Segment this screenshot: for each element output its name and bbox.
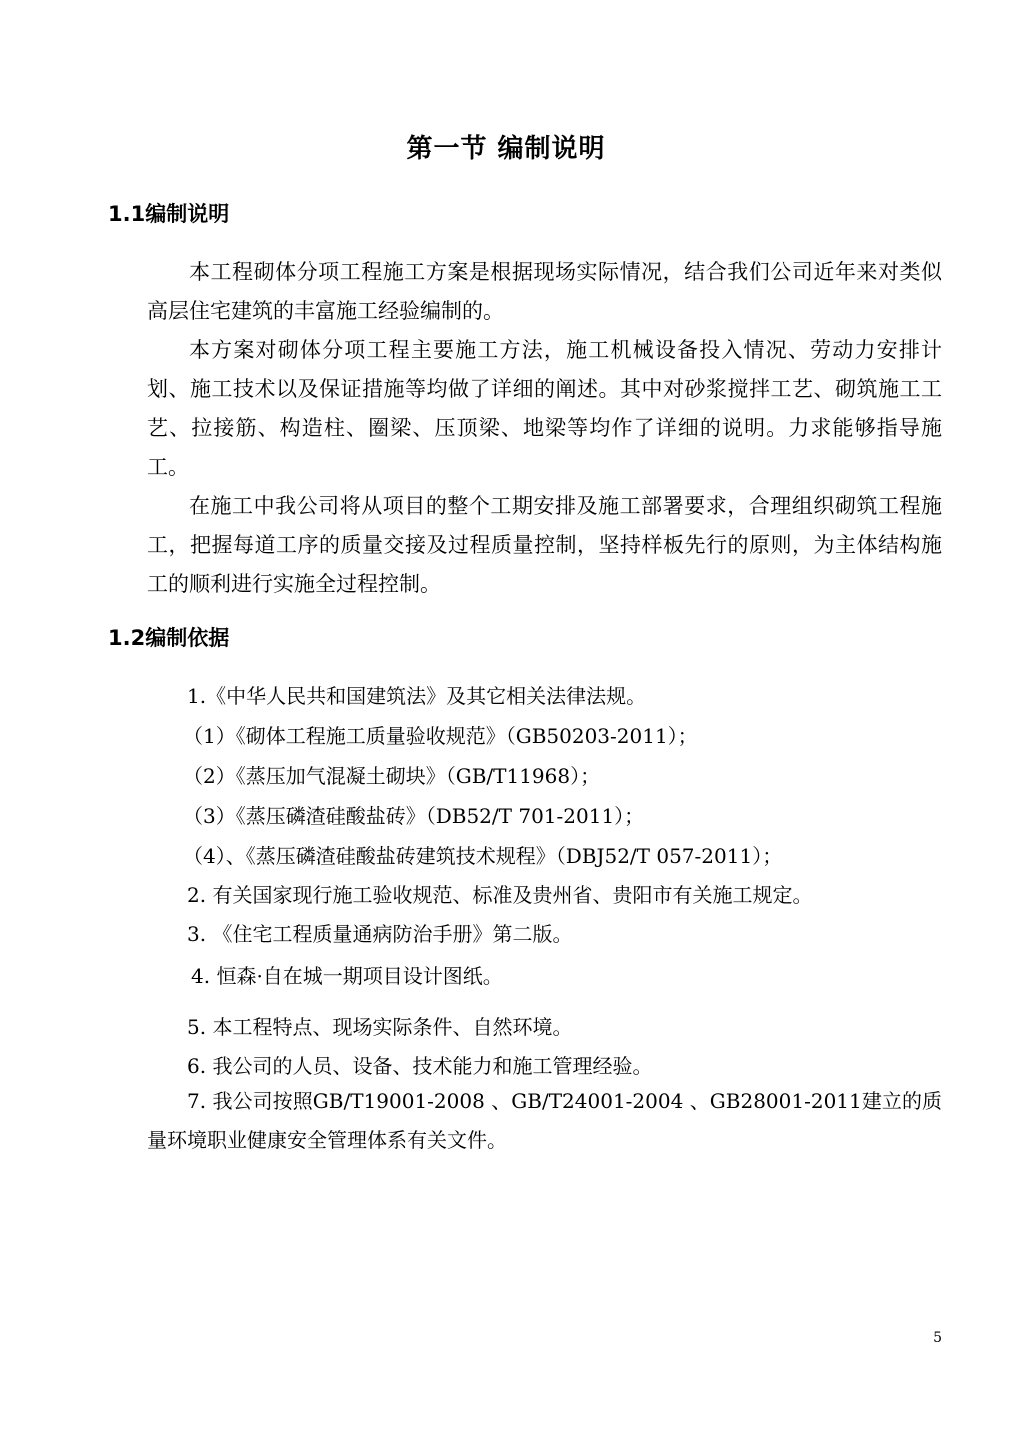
list-item: 2. 有关国家现行施工验收规范、标准及贵州省、贵阳市有关施工规定。 bbox=[187, 883, 813, 907]
list-item: 7. 我公司按照GB/T19001-2008 、GB/T24001-2004 、GB28001-2011建立的质量环境职业健康安全管理体系有关文件。 bbox=[147, 1089, 942, 1152]
heading-1-2: 1.2编制依据 bbox=[108, 626, 230, 650]
list-item: （2）《蒸压加气混凝土砌块》（GB/T11968）； bbox=[183, 764, 601, 788]
list-item: 1.《中华人民共和国建筑法》及其它相关法律法规。 bbox=[187, 684, 647, 708]
section-title: 第一节 编制说明 bbox=[406, 134, 606, 164]
list-item: 6. 我公司的人员、设备、技术能力和施工管理经验。 bbox=[187, 1054, 653, 1078]
list-item: （1）《砌体工程施工质量验收规范》（GB50203-2011）； bbox=[183, 724, 698, 748]
paragraph-2: 本方案对砌体分项工程主要施工方法，施工机械设备投入情况、劳动力安排计划、施工技术以及保证措施等均做了详细的阐述。其中对砂浆搅拌工艺、砌筑施工工艺、拉接筋、构造柱、圈梁、压顶梁、地梁等均作了详细的说明。力求能够指导施工。 bbox=[147, 338, 942, 479]
page-number: 5 bbox=[933, 1330, 942, 1346]
list-item: 3. 《住宅工程质量通病防治手册》第二版。 bbox=[187, 922, 573, 946]
heading-1-1: 1.1编制说明 bbox=[108, 202, 230, 226]
paragraph-1: 本工程砌体分项工程施工方案是根据现场实际情况，结合我们公司近年来对类似高层住宅建筑的丰富施工经验编制的。 bbox=[147, 260, 942, 323]
paragraph-3: 在施工中我公司将从项目的整个工期安排及施工部署要求，合理组织砌筑工程施工，把握每道工序的质量交接及过程质量控制，坚持样板先行的原则，为主体结构施工的顺利进行实施全过程控制。 bbox=[147, 494, 942, 596]
list-item: 5. 本工程特点、现场实际条件、自然环境。 bbox=[187, 1015, 573, 1039]
list-item: 4. 恒森·自在城一期项目设计图纸。 bbox=[191, 964, 503, 988]
section-1-1-body bbox=[147, 253, 942, 604]
list-item: （4）、《蒸压磷渣硅酸盐砖建筑技术规程》（DBJ52/T 057-2011）； bbox=[183, 844, 783, 868]
list-item: （3）《蒸压磷渣硅酸盐砖》（DB52/T 701-2011）； bbox=[183, 804, 645, 828]
